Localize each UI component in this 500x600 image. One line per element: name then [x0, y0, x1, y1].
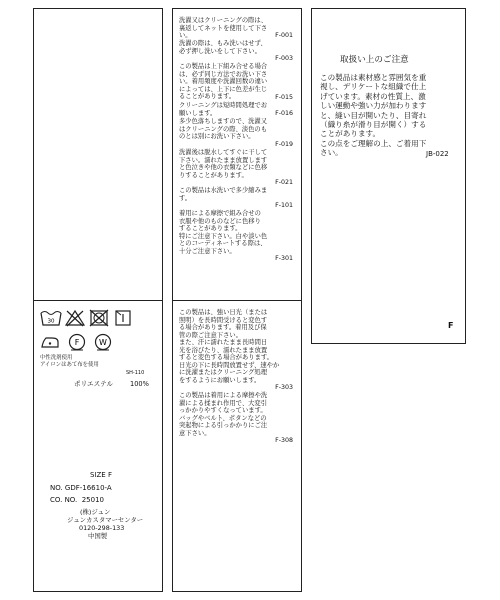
iron-low-icon	[40, 334, 60, 350]
caution-text: この製品は水洗いで多少縮みま す。	[179, 187, 268, 202]
line-dry-icon	[114, 309, 132, 327]
care-note-1: 中性洗剤使用	[40, 355, 73, 361]
caution-title: 取扱い上のご注意	[340, 55, 409, 65]
caution-body: この製品は素材感と雰囲気を重 視し、デリケートな組織で仕上 げています。素材の性質上、激 しい運動や強い力が加わります と、縫い目が開いたり、目寄れ （織り糸が滑り目が開く）する ことがあります。 この点をご理解の上、ご着用下 さい。	[320, 73, 427, 158]
caution-text: 洗濯又はクリーニングの際は、 裏返してネットを使用して下さ い。	[179, 17, 268, 39]
caution-code: F-101	[275, 202, 293, 209]
color-number: CO. NO. 25010	[50, 496, 104, 504]
company-name: (株)ジュン	[80, 508, 111, 516]
caution-text: 着用による摩擦で組み合せの 衣服や他のものなどに色移り することがあります。 特にご注意下さい。白や淡い色 とのコーディネートする際は、 十分ご注意下さい。	[179, 210, 268, 255]
caution-text: 洗濯の際は、もみ洗いはせず、 必ず押し洗いをして下さい。	[179, 40, 267, 55]
no-bleach-icon	[65, 309, 85, 327]
caution-text: クリーニングは短時間処理でお 願いします。	[179, 102, 268, 117]
care-label-tag-1	[33, 8, 163, 592]
caution-text: 洗濯後は脱水してすぐに干して 下さい。濡れたまま放置します と色泣きや他の衣類などに色移 りすることがあります。	[179, 149, 268, 179]
svg-text:F: F	[74, 338, 80, 347]
care-label-tag-3	[311, 8, 466, 344]
wash-30-hand-icon	[40, 309, 62, 327]
caution-code: JB-022	[426, 150, 449, 158]
product-number: NO. GDF-16610-A	[50, 484, 112, 492]
no-tumble-dry-icon	[89, 309, 109, 327]
material-percent: 100%	[130, 380, 149, 388]
customer-center: ジュンカスタマーセンター	[67, 516, 144, 524]
caution-code: F-303	[275, 384, 293, 391]
caution-code: F-308	[275, 437, 293, 444]
size-label: SIZE F	[90, 471, 112, 479]
size-mark: F	[448, 321, 454, 330]
care-note-2: アイロンはあて布を使用	[40, 362, 99, 368]
caution-text: 多少色落ちしますので、洗濯又 はクリーニングの際、淡色のも のとは別にお洗い下さい。	[179, 118, 268, 140]
tag2-divider	[173, 300, 301, 301]
caution-text: この製品は着用による摩擦や洗 濯による揉まれ作用で、大変引 っかかりやすくなっています。 バッグやベルト、ボタンなどの 突起物による引っかかりにご注 意下さい。	[179, 392, 268, 437]
dry-clean-f-icon	[68, 333, 86, 351]
caution-code: F-019	[275, 141, 293, 148]
phone-number: 0120-298-133	[79, 524, 125, 532]
care-label-tag-2	[172, 8, 302, 592]
caution-text: この製品は上下組み合せる場合 は、必ず同じ方法でお洗い下さ い。着用頻度や洗濯回数の違い によっては、上下に色差が生じ ることがあります。	[179, 63, 268, 100]
caution-text: この製品は、強い日光（または 照明）を長時間受けると変色す る場合があります。着用及び保 管の際ご注意下さい。 また、汗に濡れたまま長時間日 光を浴びたり、濡れたまま放置 すると変色する場合があります。 日光の下に長時間放置せず、速やか に洗濯またはクリーニング処理 をするようにお願いします。	[179, 309, 280, 384]
svg-text:30: 30	[47, 318, 55, 325]
country-of-origin: 中国製	[88, 532, 108, 540]
caution-code: F-015	[275, 94, 293, 101]
caution-code: F-003	[275, 55, 293, 62]
caution-code: F-001	[275, 32, 293, 39]
caution-code: F-301	[275, 255, 293, 262]
material-name: ポリエステル	[74, 380, 113, 388]
caution-code: F-021	[275, 179, 293, 186]
wet-clean-w-icon	[94, 333, 112, 351]
caution-code: F-016	[275, 110, 293, 117]
tag1-divider	[34, 300, 162, 301]
svg-text:W: W	[99, 338, 107, 347]
care-code: SH-110	[126, 370, 145, 376]
